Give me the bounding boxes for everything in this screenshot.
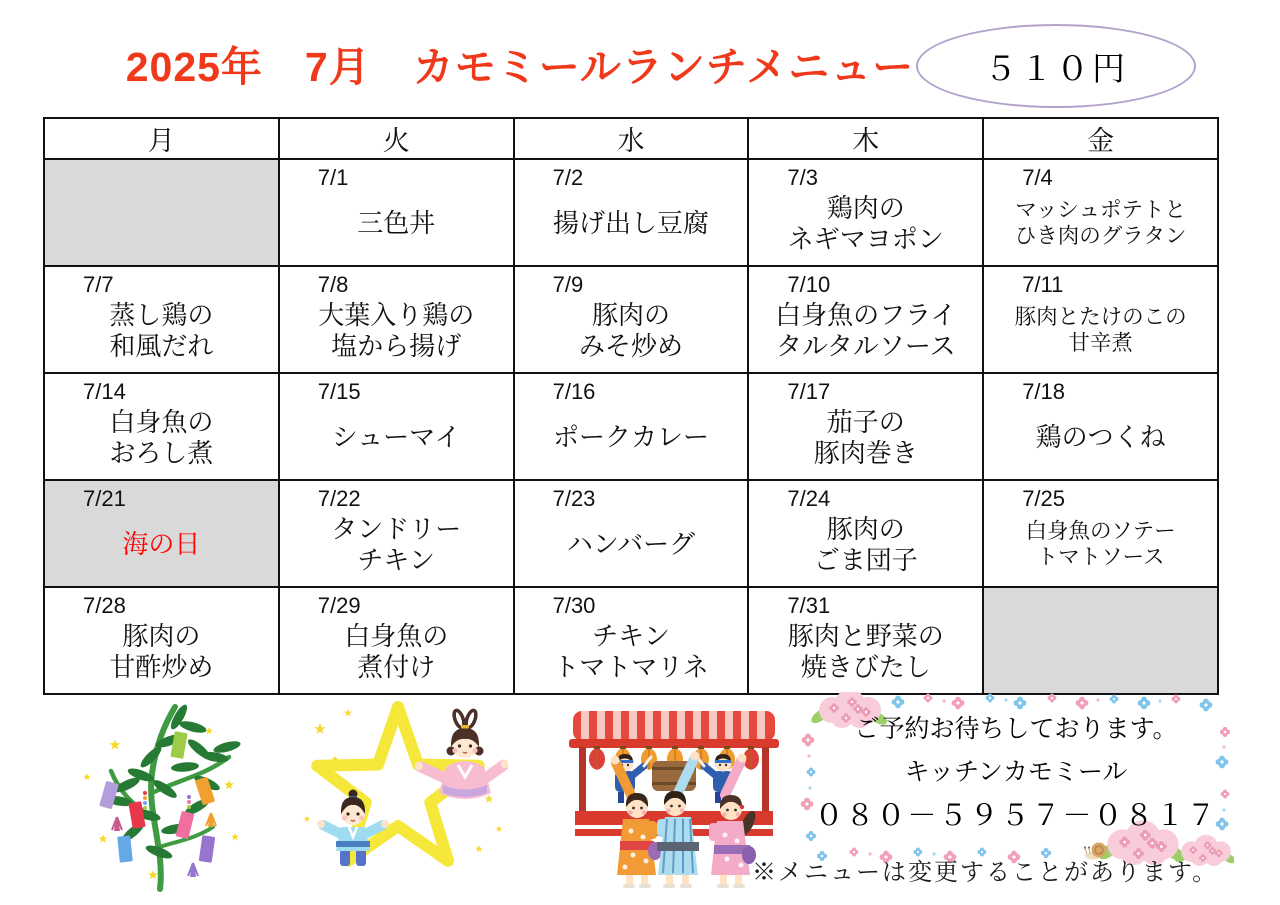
menu-line-1: 白身魚のソテー — [1025, 519, 1176, 544]
cell-menu — [515, 267, 748, 372]
calendar-cell-empty — [44, 159, 279, 266]
calendar-cell-7-11 — [983, 266, 1218, 373]
calendar-cell-7-16 — [514, 373, 749, 480]
menu-line-2: 塩から揚げ — [331, 330, 462, 361]
calendar-cell-7-22 — [279, 480, 514, 587]
price-badge — [916, 24, 1196, 108]
cell-date: 7/23 — [552, 486, 596, 511]
calendar-cell-7-30 — [514, 587, 749, 694]
cell-date: 7/4 — [1022, 165, 1053, 190]
menu-line-1: 揚げ出し豆腐 — [552, 208, 709, 239]
menu-line-2: チキン — [357, 544, 436, 575]
menu-line-1: シューマイ — [331, 422, 461, 453]
calendar-cell-7-7 — [44, 266, 279, 373]
menu-line-1: ポークカレー — [552, 422, 709, 453]
calendar-cell-7-25 — [983, 480, 1218, 587]
menu-line-1: 鶏のつくね — [1035, 422, 1166, 453]
price-badge-text: ５１０円 — [984, 49, 1128, 87]
calendar-cell-7-23 — [514, 480, 749, 587]
menu-line-1: 三色丼 — [357, 208, 436, 239]
cell-menu — [280, 160, 513, 265]
cell-date: 7/1 — [317, 165, 349, 190]
calendar-cell-7-1 — [279, 159, 514, 266]
cell-menu — [984, 160, 1217, 265]
cell-menu — [515, 588, 748, 693]
menu-line-1: 海の日 — [122, 529, 201, 560]
menu-line-1: 豚肉の — [591, 299, 670, 330]
cell-date: 7/30 — [552, 593, 596, 618]
menu-line-2: 豚肉巻き — [813, 437, 918, 468]
menu-line-2: 煮付け — [357, 651, 436, 682]
cell-date: 7/22 — [317, 486, 361, 511]
cell-menu — [749, 160, 982, 265]
cell-date: 7/16 — [552, 379, 596, 404]
cell-date: 7/11 — [1022, 272, 1064, 297]
menu-line-1: 白身魚のフライ — [775, 299, 957, 330]
cell-menu — [45, 588, 278, 693]
cell-date: 7/15 — [317, 379, 361, 404]
lunch-menu-calendar — [43, 117, 1219, 695]
calendar-cell-7-18 — [983, 373, 1218, 480]
menu-line-2: トマトマリネ — [553, 651, 709, 682]
reservation-info-box — [798, 692, 1234, 860]
cell-date: 7/7 — [83, 272, 114, 297]
menu-line-1: 茄子の — [826, 406, 905, 437]
menu-change-note: ※メニューは変更することがあります。 — [752, 859, 1219, 886]
menu-line-1: チキン — [592, 620, 670, 651]
cell-menu — [280, 374, 513, 479]
cell-date: 7/29 — [317, 593, 361, 618]
calendar-cell-7-31 — [748, 587, 983, 694]
day-header-wed: 水 — [514, 118, 749, 159]
calendar-cell-7-3 — [748, 159, 983, 266]
calendar-cell-7-2 — [514, 159, 749, 266]
cell-date: 7/3 — [787, 165, 818, 190]
cell-date: 7/21 — [83, 486, 126, 511]
menu-line-2: みそ炒め — [578, 330, 683, 361]
week-row-4 — [44, 480, 1218, 587]
week-row-2 — [44, 266, 1218, 373]
cell-date: 7/9 — [552, 272, 584, 297]
menu-line-1: ハンバーグ — [566, 529, 696, 560]
cell-date: 7/31 — [787, 593, 831, 618]
cell-date: 7/10 — [787, 272, 831, 297]
orihime-hikoboshi-star-illustration — [293, 697, 508, 882]
cell-menu — [515, 481, 748, 586]
menu-line-2: 甘酢炒め — [109, 651, 214, 682]
menu-line-1: 白身魚の — [109, 406, 214, 437]
menu-line-1: 白身魚の — [344, 620, 449, 651]
cell-menu — [280, 481, 513, 586]
cell-date: 7/2 — [552, 165, 584, 190]
menu-line-2: 焼きびたし — [800, 651, 931, 682]
cell-menu — [749, 481, 982, 586]
cell-menu — [984, 374, 1217, 479]
cell-date: 7/17 — [787, 379, 831, 404]
orihime-figure — [415, 709, 508, 799]
menu-line-2: 甘辛煮 — [1068, 330, 1133, 355]
calendar-cell-7-8 — [279, 266, 514, 373]
cell-menu — [45, 374, 278, 479]
menu-line-1: 鶏肉の — [826, 192, 905, 223]
cell-menu — [45, 267, 278, 372]
cell-menu — [749, 374, 982, 479]
menu-line-2: 和風だれ — [109, 330, 214, 361]
calendar-cell-7-28 — [44, 587, 279, 694]
day-header-fri: 金 — [983, 118, 1218, 159]
day-header-thu: 木 — [748, 118, 983, 159]
cell-date: 7/25 — [1022, 486, 1066, 511]
phone-number: ０８０－５９５７－０８１７ — [814, 799, 1218, 832]
menu-line-2: ネギマヨポン — [787, 223, 944, 254]
cell-menu — [749, 588, 982, 693]
menu-line-2: ごま団子 — [813, 544, 918, 575]
cell-menu — [515, 160, 748, 265]
cell-date: 7/28 — [83, 593, 126, 618]
menu-line-2: おろし煮 — [109, 437, 214, 468]
tanabata-bamboo-illustration — [57, 697, 262, 892]
cell-date: 7/14 — [83, 379, 126, 404]
menu-line-1: 豚肉の — [122, 620, 201, 651]
calendar-cell-7-29 — [279, 587, 514, 694]
week-row-5 — [44, 587, 1218, 694]
day-header-tue: 火 — [279, 118, 514, 159]
menu-line-1: 豚肉とたけのこの — [1014, 305, 1187, 330]
calendar-cell-7-14 — [44, 373, 279, 480]
cell-menu — [515, 374, 748, 479]
calendar-cell-7-17 — [748, 373, 983, 480]
calendar-cell-7-21-holiday — [44, 480, 279, 587]
cell-date: 7/24 — [787, 486, 831, 511]
menu-line-1: 蒸し鶏の — [109, 299, 214, 330]
week-row-3 — [44, 373, 1218, 480]
cell-menu — [280, 588, 513, 693]
menu-line-1: マッシュポテトと — [1015, 198, 1186, 223]
menu-line-2: ひき肉のグラタン — [1014, 223, 1187, 248]
calendar-cell-7-24 — [748, 480, 983, 587]
calendar-cell-7-10 — [748, 266, 983, 373]
week-row-1 — [44, 159, 1218, 266]
cell-menu — [749, 267, 982, 372]
cell-date: 7/8 — [317, 272, 349, 297]
calendar-cell-empty — [983, 587, 1218, 694]
calendar-cell-7-15 — [279, 373, 514, 480]
cell-menu — [984, 267, 1217, 372]
reservation-message: ご予約お待ちしております。 — [854, 714, 1178, 743]
menu-line-1: 大葉入り鶏の — [318, 299, 475, 330]
calendar-cell-7-9 — [514, 266, 749, 373]
day-header-mon: 月 — [44, 118, 279, 159]
cell-menu — [984, 481, 1217, 586]
menu-line-1: 豚肉と野菜の — [787, 620, 944, 651]
day-header-row — [44, 118, 1218, 159]
menu-line-1: タンドリー — [331, 513, 462, 544]
menu-line-1: 豚肉の — [826, 513, 905, 544]
calendar-cell-7-4 — [983, 159, 1218, 266]
cell-menu — [280, 267, 513, 372]
cell-date: 7/18 — [1022, 379, 1066, 404]
holiday-label — [45, 481, 278, 586]
page-title: 2025年 7月 カモミールランチメニュー — [125, 44, 915, 90]
menu-line-2: トマトソース — [1036, 544, 1165, 569]
menu-line-2: タルタルソース — [775, 330, 956, 361]
shop-name: キッチンカモミール — [904, 757, 1128, 786]
